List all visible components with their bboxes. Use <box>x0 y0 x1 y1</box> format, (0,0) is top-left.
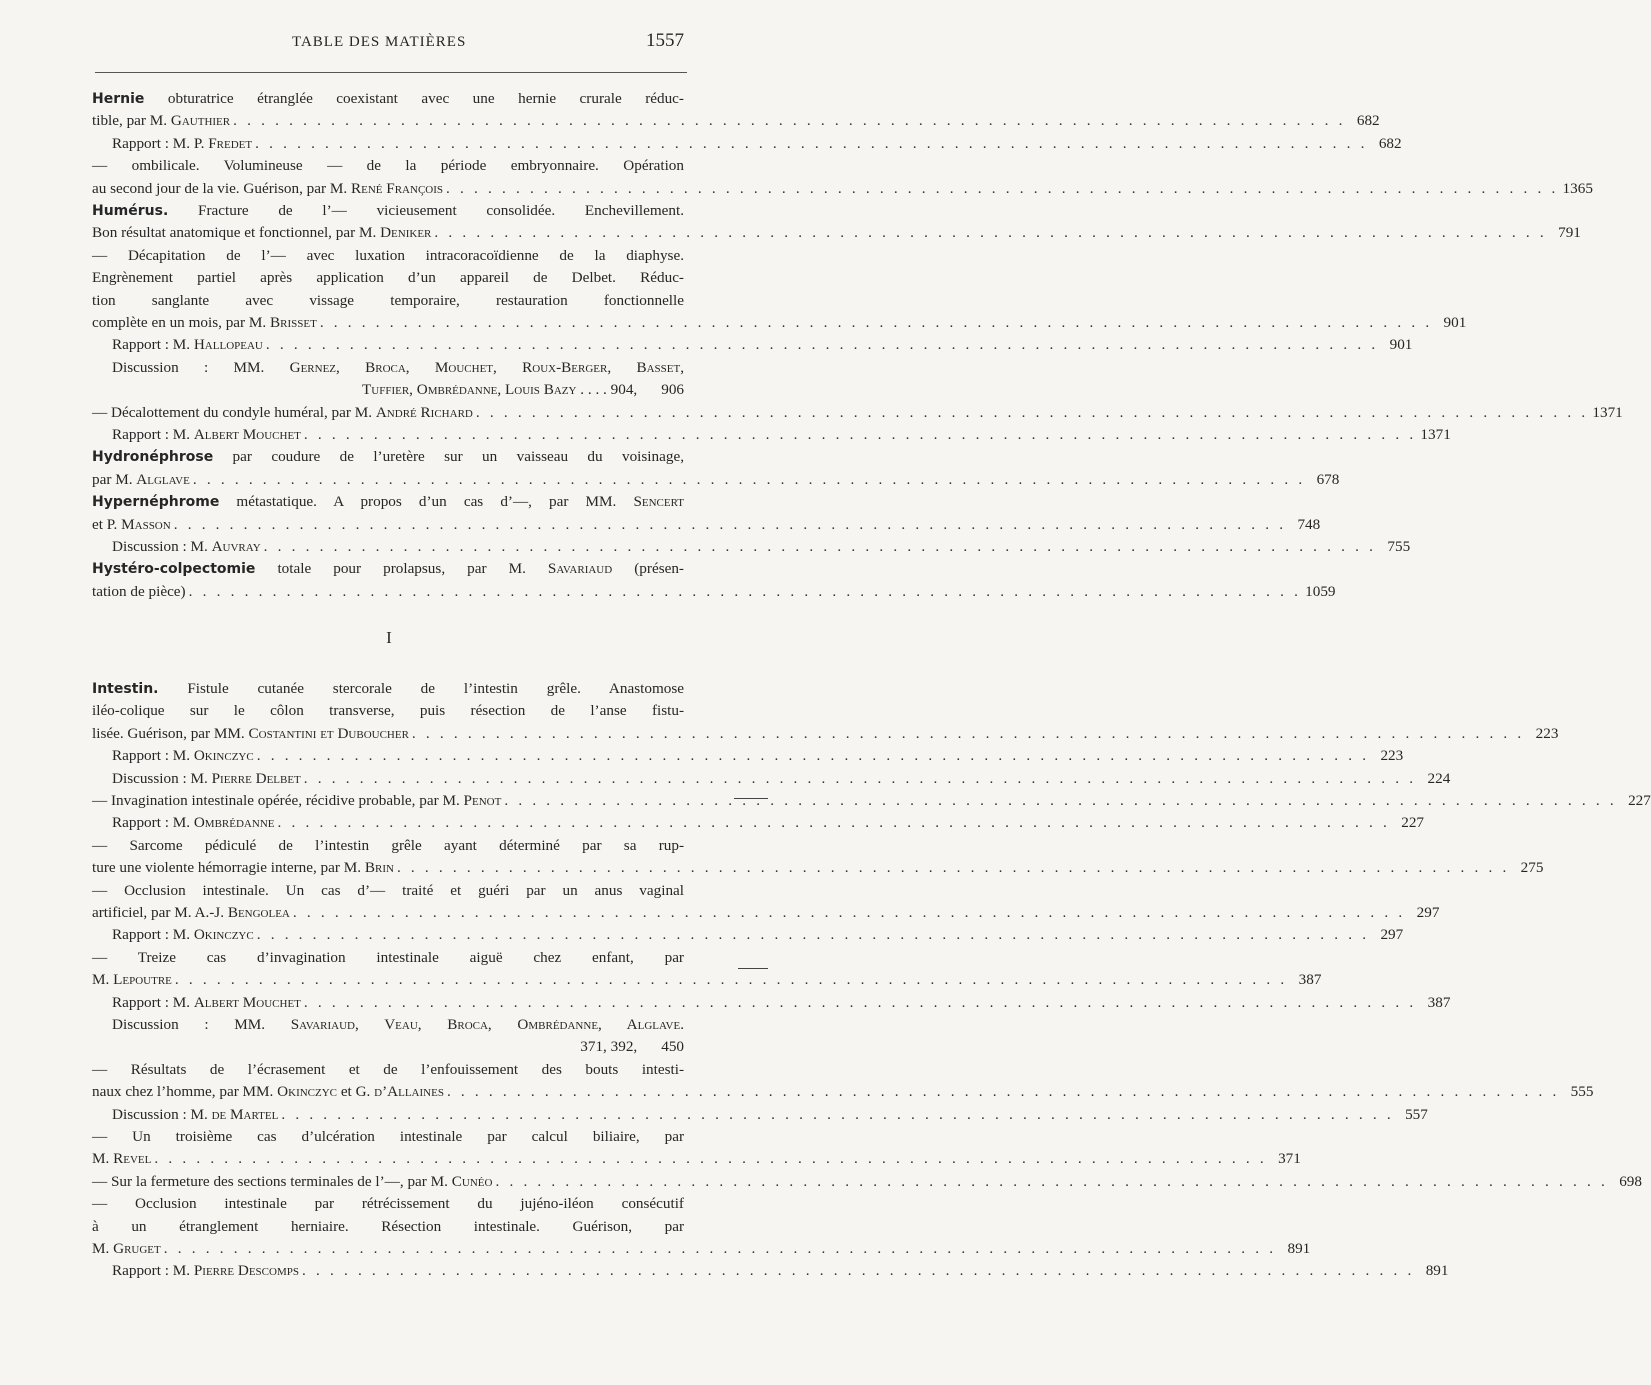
entry-title: Discussion : M. <box>112 769 212 787</box>
entry-text <box>92 222 431 244</box>
entry-title: tible, par M. <box>92 112 171 130</box>
index-line <box>92 469 1340 491</box>
dot-leader: . . . . . . . . . . . . . . . . . . . . . . . . . . . . . . . . . . . . . . . . . . . . . . . . . . . . . . . . . . . . . . . . . . . . . . . . . . . . . . . . <box>188 582 1302 600</box>
page-ref: 748 <box>1297 515 1321 533</box>
page-ref: 297 <box>1380 926 1404 944</box>
author-name: Auvray <box>211 538 261 555</box>
entry-title: au second jour de la vie. Guérison, par M. <box>92 179 351 197</box>
entry-title: — Invagination intestinale opérée, récidive probable, par M. <box>92 792 464 809</box>
index-line <box>92 155 684 177</box>
index-line <box>92 835 684 857</box>
page-ref: 901 <box>1389 336 1413 354</box>
index-line <box>92 1059 684 1081</box>
page-ref: 791 <box>1558 224 1581 242</box>
author-name: Sencert <box>633 493 684 511</box>
entry-text <box>92 1148 151 1170</box>
page-ref: 227 <box>1628 792 1651 809</box>
entry-title: totale pour prolapsus, par M. <box>255 560 548 578</box>
index-line <box>92 1036 684 1058</box>
index-line <box>112 745 1404 767</box>
page-ref: 1059 <box>1305 582 1336 600</box>
index-line <box>112 1014 684 1036</box>
running-title: TABLE DES MATIÈRES <box>292 34 467 50</box>
entry-text <box>112 334 263 356</box>
entry-title: et P. <box>92 515 122 533</box>
page-ref: 1365 <box>1562 179 1593 197</box>
dot-leader: . . . . . . . . . . . . . . . . . . . . . . . . . . . . . . . . . . . . . . . . . . . . . . . . . . . . . . . . . . . . . . . . . . . . . . . . . . . . . . . . <box>495 1172 1608 1190</box>
entry-title: Rapport : M. <box>112 426 194 443</box>
index-line <box>92 110 1380 132</box>
author-name: Albert Mouchet <box>193 426 301 443</box>
entry-title: par coudure de l’uretère sur un vaisseau du voisinage, <box>213 448 684 466</box>
index-line <box>92 581 1336 603</box>
dot-leader: . . . . . . . . . . . . . . . . . . . . . . . . . . . . . . . . . . . . . . . . . . . . . . . . . . . . . . . . . . . . . . . . . . . . . . . . . . . . . . . . <box>192 470 1306 488</box>
author-name: Fredet <box>208 134 253 152</box>
entry-title: Fistule cutanée stercorale de l’intestin grêle. Anastomose <box>158 680 684 697</box>
entry-text <box>92 1171 492 1193</box>
index-line <box>92 857 1544 879</box>
dot-leader: . . . . . . . . . . . . . . . . . . . . . . . . . . . . . . . . . . . . . . . . . . . . . . . . . . . . . . . . . . . . . . . . . . . . . . . . . . . . . . . . <box>173 515 1287 533</box>
entry-title: naux chez l’homme, par MM. <box>92 1083 278 1101</box>
entry-title: — ombilicale. Volumineuse — de la période embryonnaire. Opération <box>92 157 684 175</box>
entry-title: — Occlusion intestinale. Un cas d’— traité et guéri par un anus vaginal <box>92 881 684 899</box>
author-name: Gauthier <box>170 112 231 130</box>
page-ref: 891 <box>1287 1240 1311 1257</box>
entry-title: — Résultats de l’écrasement et de l’enfouissement des bouts intesti- <box>92 1060 684 1078</box>
index-line <box>112 536 1411 558</box>
index-line <box>92 1171 1642 1193</box>
index-line <box>92 178 1593 200</box>
index-line <box>92 1193 684 1215</box>
entry-text <box>92 581 186 603</box>
author-name: Gruget <box>113 1240 161 1257</box>
page-number: 1557 <box>646 30 684 51</box>
page-ref: 682 <box>1378 134 1402 152</box>
author-name: Pierre Descomps <box>193 1262 299 1280</box>
entry-text <box>92 178 443 200</box>
entry-title: et G. <box>337 1083 375 1101</box>
section-letter: I <box>386 628 392 647</box>
index-line <box>112 924 1404 946</box>
entry-text <box>112 745 254 767</box>
dot-leader: . . . . . . . . . . . . . . . . . . . . . . . . . . . . . . . . . . . . . . . . . . . . . . . . . . . . . . . . . . . . . . . . . . . . . . . . . . . . . . . . <box>292 904 1406 921</box>
dot-leader: . . . . . . . . . . . . . . . . . . . . . . . . . . . . . . . . . . . . . . . . . . . . . . . . . . . . . . . . . . . . . . . . . . . . . . . . . . . . . . . . <box>301 1262 1415 1280</box>
entry-text <box>112 1260 299 1282</box>
page-ref: 371 <box>1278 1150 1301 1168</box>
dot-leader: . . . . . . . . . . . . . . . . . . . . . . . . . . . . . . . . . . . . . . . . . . . . . . . . . . . . . . . . . . . . . . . . . . . . . . . . . . . . . . . . <box>303 769 1417 787</box>
entry-title: Discussion : MM. <box>112 358 290 376</box>
author-name: de Martel <box>211 1105 279 1123</box>
page-ref: 387 <box>1298 971 1322 989</box>
dot-leader: . . . . . . . . . . . . . . . . . . . . . . . . . . . . . . . . . . . . . . . . . . . . . . . . . . . . . . . . . . . . . . . . . . . . . . . . . . . . . . . . <box>303 993 1417 1011</box>
entry-text <box>112 133 252 155</box>
page-ref: 755 <box>1387 538 1411 555</box>
page-ref: 1371 <box>1592 403 1623 421</box>
entry-text <box>92 1238 161 1260</box>
entry-text <box>92 969 172 991</box>
author-name: Okinczyc <box>277 1083 338 1101</box>
entry-text <box>92 514 171 536</box>
author-name: André Richard <box>375 403 473 421</box>
index-line <box>92 1238 1311 1260</box>
entry-text <box>112 812 274 834</box>
index-line <box>92 379 684 401</box>
entry-title: — Occlusion intestinale par rétrécissement du jujéno-iléon consécutif <box>92 1195 684 1213</box>
index-line <box>92 947 684 969</box>
index-line <box>112 357 684 379</box>
entry-title: Engrènement partiel après application d’un appareil de Delbet. Réduc- <box>92 269 684 287</box>
index-line <box>92 1148 1301 1170</box>
entry-text <box>112 992 301 1014</box>
dot-leader: . . . . . . . . . . . . . . . . . . . . . . . . . . . . . . . . . . . . . . . . . . . . . . . . . . . . . . . . . . . . . . . . . . . . . . . . . . . . . . . . <box>263 538 1377 555</box>
entry-title: — Sur la fermeture des sections terminales de l’—, par M. <box>92 1172 452 1190</box>
entry-title: Discussion : M. <box>112 538 212 555</box>
entry-title: Discussion : MM. <box>112 1016 291 1033</box>
page-ref: 698 <box>1619 1172 1642 1190</box>
dot-leader: . . . . . . . . . . . . . . . . . . . . . . . . . . . . . . . . . . . . . . . . . . . . . . . . . . . . . . . . . . . . . . . . . . . . . . . . . . . . . . . . <box>434 224 1547 242</box>
page-ref: 906 <box>661 381 684 399</box>
entry-keyword: Hydronéphrose <box>92 449 214 466</box>
entry-title: complète en un mois, par M. <box>92 314 270 331</box>
page-ref: 297 <box>1416 904 1440 921</box>
author-name: Savariaud, Veau, Broca, Ombrédanne, Alglave. <box>290 1016 685 1033</box>
page-ref: 275 <box>1520 859 1544 877</box>
dot-leader: . . . . . . . . . . . . . . . . . . . . . . . . . . . . . . . . . . . . . . . . . . . . . . . . . . . . . . . . . . . . . . . . . . . . . . . . . . . . . . . . <box>281 1105 1394 1123</box>
index-line <box>92 312 1467 334</box>
entry-title: Rapport : M. <box>112 814 194 832</box>
entry-text <box>92 469 190 491</box>
entry-title: (présen- <box>612 560 684 578</box>
margin-mark <box>738 968 768 969</box>
page-ref: 891 <box>1425 1262 1449 1280</box>
author-name: Brisset <box>270 314 317 331</box>
page-header <box>0 0 800 60</box>
author-name: Masson <box>121 515 171 533</box>
entry-text <box>92 110 230 132</box>
author-name: Okinczyc <box>193 926 254 944</box>
page-ref: 555 <box>1570 1083 1594 1101</box>
index-line <box>112 768 1451 790</box>
entry-keyword: Hypernéphrome <box>92 494 220 511</box>
margin-mark <box>734 798 768 799</box>
author-name: Albert Mouchet <box>193 993 301 1011</box>
entry-text <box>92 857 394 879</box>
entry-title: Bon résultat anatomique et fonctionnel, par M. <box>92 224 381 242</box>
author-name: Alglave <box>136 470 190 488</box>
entry-title: obturatrice étranglée coexistant avec une hernie crurale réduc- <box>144 90 684 107</box>
entry-title: 371, 392, <box>580 1038 638 1056</box>
entry-title: M. <box>92 1150 114 1168</box>
index-line <box>92 222 1581 244</box>
dot-leader: . . . . . . . . . . . . . . . . . . . . . . . . . . . . . . . . . . . . . . . . . . . . . . . . . . . . . . . . . . . . . . . . . . . . . . . . . . . . . . . . <box>396 859 1510 877</box>
entry-text <box>112 424 301 446</box>
entry-text <box>112 768 301 790</box>
entry-title: par M. <box>92 470 137 488</box>
entry-keyword: Hystéro-colpectomie <box>92 561 256 578</box>
dot-leader: . . . . . . . . . . . . . . . . . . . . . . . . . . . . . . . . . . . . . . . . . . . . . . . . . . . . . . . . . . . . . . . . . . . . . . . . . . . . . . . . <box>504 792 1617 809</box>
author-name: Gernez, Broca, Mouchet, Roux-Berger, Basset, <box>289 358 684 376</box>
page-ref: 901 <box>1443 314 1467 331</box>
entry-title: Rapport : M. <box>112 926 194 944</box>
index-line <box>112 992 1451 1014</box>
entry-title: — Décapitation de l’— avec luxation intracoracoïdienne de la diaphyse. <box>92 246 684 264</box>
index-line <box>92 723 1559 745</box>
entry-title: iléo-colique sur le côlon transverse, puis résection de l’anse fistu- <box>92 702 684 720</box>
index-line <box>112 424 1451 446</box>
page-ref: 224 <box>1427 769 1451 787</box>
dot-leader: . . . . . . . . . . . . . . . . . . . . . . . . . . . . . . . . . . . . . . . . . . . . . . . . . . . . . . . . . . . . . . . . . . . . . . . . . . . . . . . . <box>255 134 1368 152</box>
index-line <box>92 267 684 289</box>
index-line <box>92 446 684 468</box>
index-line <box>92 700 684 722</box>
author-name: Savariaud <box>547 560 613 578</box>
author-name: Cunéo <box>451 1172 493 1190</box>
dot-leader: . . . . . . . . . . . . . . . . . . . . . . . . . . . . . . . . . . . . . . . . . . . . . . . . . . . . . . . . . . . . . . . . . . . . . . . . . . . . . . . . <box>411 724 1525 742</box>
author-name: Ombrédanne <box>193 814 275 832</box>
index-line <box>112 334 1413 356</box>
entry-text <box>92 790 501 812</box>
author-name: Hallopeau <box>193 336 263 354</box>
entry-title: M. <box>92 971 114 989</box>
entry-title: . . . . 904, <box>576 381 638 399</box>
page-ref: 1371 <box>1420 426 1451 443</box>
author-name: Deniker <box>380 224 432 242</box>
entry-title: Rapport : M. <box>112 1262 194 1280</box>
dot-leader: . . . . . . . . . . . . . . . . . . . . . . . . . . . . . . . . . . . . . . . . . . . . . . . . . . . . . . . . . . . . . . . . . . . . . . . . . . . . . . . . <box>163 1240 1277 1257</box>
entry-text <box>112 924 254 946</box>
dot-leader: . . . . . . . . . . . . . . . . . . . . . . . . . . . . . . . . . . . . . . . . . . . . . . . . . . . . . . . . . . . . . . . . . . . . . . . . . . . . . . . . <box>256 926 1370 944</box>
index-line <box>92 200 684 222</box>
entry-title: lisée. Guérison, par MM. <box>92 724 249 742</box>
page-ref: 223 <box>1535 724 1559 742</box>
dot-leader: . . . . . . . . . . . . . . . . . . . . . . . . . . . . . . . . . . . . . . . . . . . . . . . . . . . . . . . . . . . . . . . . . . . . . . . . . . . . . . . . <box>174 971 1288 989</box>
entry-title: artificiel, par M. A.-J. <box>92 904 228 921</box>
index-line <box>92 290 684 312</box>
dot-leader: . . . . . . . . . . . . . . . . . . . . . . . . . . . . . . . . . . . . . . . . . . . . . . . . . . . . . . . . . . . . . . . . . . . . . . . . . . . . . . . . <box>233 112 1346 130</box>
entry-keyword: Humérus. <box>92 203 169 219</box>
entry-title: ture une violente hémorragie interne, par M. <box>92 859 365 877</box>
page-ref: 678 <box>1316 470 1340 488</box>
index-line <box>112 1260 1449 1282</box>
entry-text <box>92 402 473 424</box>
entry-title: Rapport : M. <box>112 336 194 354</box>
index-line <box>92 245 684 267</box>
entry-text <box>112 1104 278 1126</box>
dot-leader: . . . . . . . . . . . . . . . . . . . . . . . . . . . . . . . . . . . . . . . . . . . . . . . . . . . . . . . . . . . . . . . . . . . . . . . . . . . . . . . . <box>446 179 1559 197</box>
author-name: Costantini et Duboucher <box>248 724 409 742</box>
author-name: Tuffier, Ombrédanne, Louis Bazy <box>361 381 577 399</box>
entry-title: à un étranglement herniaire. Résection intestinale. Guérison, par <box>92 1217 684 1235</box>
page-ref: 682 <box>1356 112 1380 130</box>
index-line <box>92 678 684 700</box>
dot-leader: . . . . . . . . . . . . . . . . . . . . . . . . . . . . . . . . . . . . . . . . . . . . . . . . . . . . . . . . . . . . . . . . . . . . . . . . . . . . . . . . <box>277 814 1390 832</box>
index-line <box>92 88 684 110</box>
index-line <box>92 1126 684 1148</box>
page-ref: 450 <box>661 1038 684 1056</box>
author-name: Penot <box>463 792 502 809</box>
author-name: René François <box>350 179 444 197</box>
index-line <box>112 1104 1428 1126</box>
index-line <box>92 491 684 513</box>
index-line <box>92 1216 684 1238</box>
entry-title: Discussion : M. <box>112 1105 212 1123</box>
entry-title: Rapport : M. <box>112 993 194 1011</box>
dot-leader: . . . . . . . . . . . . . . . . . . . . . . . . . . . . . . . . . . . . . . . . . . . . . . . . . . . . . . . . . . . . . . . . . . . . . . . . . . . . . . . . <box>319 314 1433 331</box>
index-line <box>92 1081 1594 1103</box>
entry-title: Fracture de l’— vicieusement consolidée. Enchevillement. <box>168 202 684 219</box>
author-name: Lepoutre <box>113 971 172 989</box>
entry-text <box>92 723 409 745</box>
entry-title: Rapport : M. <box>112 747 194 765</box>
index-line <box>92 402 1623 424</box>
index-line <box>112 812 1424 834</box>
page-ref: 223 <box>1380 747 1404 765</box>
index-line <box>92 790 1651 812</box>
entry-keyword: Hernie <box>92 91 145 107</box>
author-name: Bengolea <box>227 904 290 921</box>
author-name: d’Allaines <box>374 1083 444 1101</box>
entry-title: tation de pièce) <box>92 582 186 600</box>
entry-text <box>92 1081 444 1103</box>
entry-title: tion sanglante avec vissage temporaire, restauration fonctionnelle <box>92 291 684 309</box>
author-name: Pierre Delbet <box>211 769 301 787</box>
dot-leader: . . . . . . . . . . . . . . . . . . . . . . . . . . . . . . . . . . . . . . . . . . . . . . . . . . . . . . . . . . . . . . . . . . . . . . . . . . . . . . . . <box>303 426 1417 443</box>
author-name: Brin <box>364 859 394 877</box>
entry-title: — Décalottement du condyle huméral, par M. <box>92 403 376 421</box>
entry-text <box>112 536 261 558</box>
entry-keyword: Intestin. <box>92 681 159 697</box>
entry-title: M. <box>92 1240 114 1257</box>
dot-leader: . . . . . . . . . . . . . . . . . . . . . . . . . . . . . . . . . . . . . . . . . . . . . . . . . . . . . . . . . . . . . . . . . . . . . . . . . . . . . . . . <box>154 1150 1267 1168</box>
author-name: Revel <box>113 1150 152 1168</box>
dot-leader: . . . . . . . . . . . . . . . . . . . . . . . . . . . . . . . . . . . . . . . . . . . . . . . . . . . . . . . . . . . . . . . . . . . . . . . . . . . . . . . . <box>256 747 1370 765</box>
entry-title: — Sarcome pédiculé de l’intestin grêle ayant déterminé par sa rup- <box>92 836 684 854</box>
index-line <box>92 880 684 902</box>
entry-title: — Treize cas d’invagination intestinale aiguë chez enfant, par <box>92 948 684 966</box>
entry-text <box>92 902 290 924</box>
index-line <box>92 902 1440 924</box>
author-name: Okinczyc <box>193 747 254 765</box>
dot-leader: . . . . . . . . . . . . . . . . . . . . . . . . . . . . . . . . . . . . . . . . . . . . . . . . . . . . . . . . . . . . . . . . . . . . . . . . . . . . . . . . <box>446 1083 1560 1101</box>
index-line <box>92 969 1322 991</box>
dot-leader: . . . . . . . . . . . . . . . . . . . . . . . . . . . . . . . . . . . . . . . . . . . . . . . . . . . . . . . . . . . . . . . . . . . . . . . . . . . . . . . . <box>265 336 1379 354</box>
dot-leader: . . . . . . . . . . . . . . . . . . . . . . . . . . . . . . . . . . . . . . . . . . . . . . . . . . . . . . . . . . . . . . . . . . . . . . . . . . . . . . . . <box>475 403 1589 421</box>
index-line <box>92 514 1321 536</box>
page-ref: 387 <box>1427 993 1451 1011</box>
page-ref: 227 <box>1401 814 1424 832</box>
index-line <box>112 133 1402 155</box>
index-line <box>92 558 684 580</box>
header-rule <box>95 72 687 73</box>
entry-title: métastatique. A propos d’un cas d’—, par MM. <box>219 493 634 511</box>
entry-text <box>92 312 317 334</box>
entry-title: Rapport : M. P. <box>112 134 209 152</box>
page-ref: 557 <box>1405 1105 1428 1123</box>
entry-title: — Un troisième cas d’ulcération intestinale par calcul biliaire, par <box>92 1128 684 1145</box>
